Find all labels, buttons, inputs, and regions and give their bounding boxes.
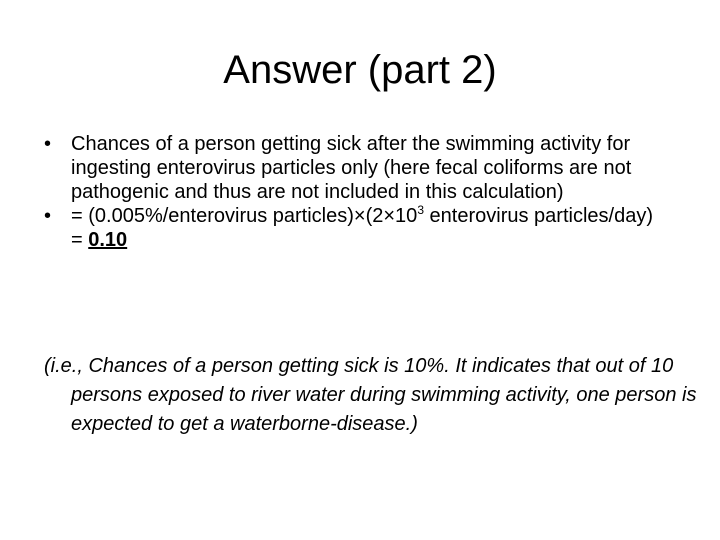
bullet-item-calculation [44,204,684,252]
slide-title: Answer (part 2) [223,48,497,92]
calculation-exponent: 3 [417,203,424,217]
bullet-list [44,132,684,252]
calculation-result: 0.10 [88,229,128,251]
calculation-text-after: enterovirus particles/day) = [71,205,653,251]
bullet-text: Chances of a person getting sick after the swimming activity for ingesting enterovirus particles only (here fecal coliforms are not pathogenic and thus are not included in this calculation) [71,133,632,203]
calculation-text-before: = (0.005%/enterovirus particles)×(2×10 [71,205,418,227]
bullet-marker: • [44,133,52,155]
explanation-note: (i.e., Chances of a person getting sick is 10%. It indicates that out of 10 persons exposed to river water during swimming activity, one person is expected to get a waterborne-disease.) [44,355,697,435]
bullet-item-chance-description [44,132,684,204]
bullet-marker: • [44,205,52,227]
